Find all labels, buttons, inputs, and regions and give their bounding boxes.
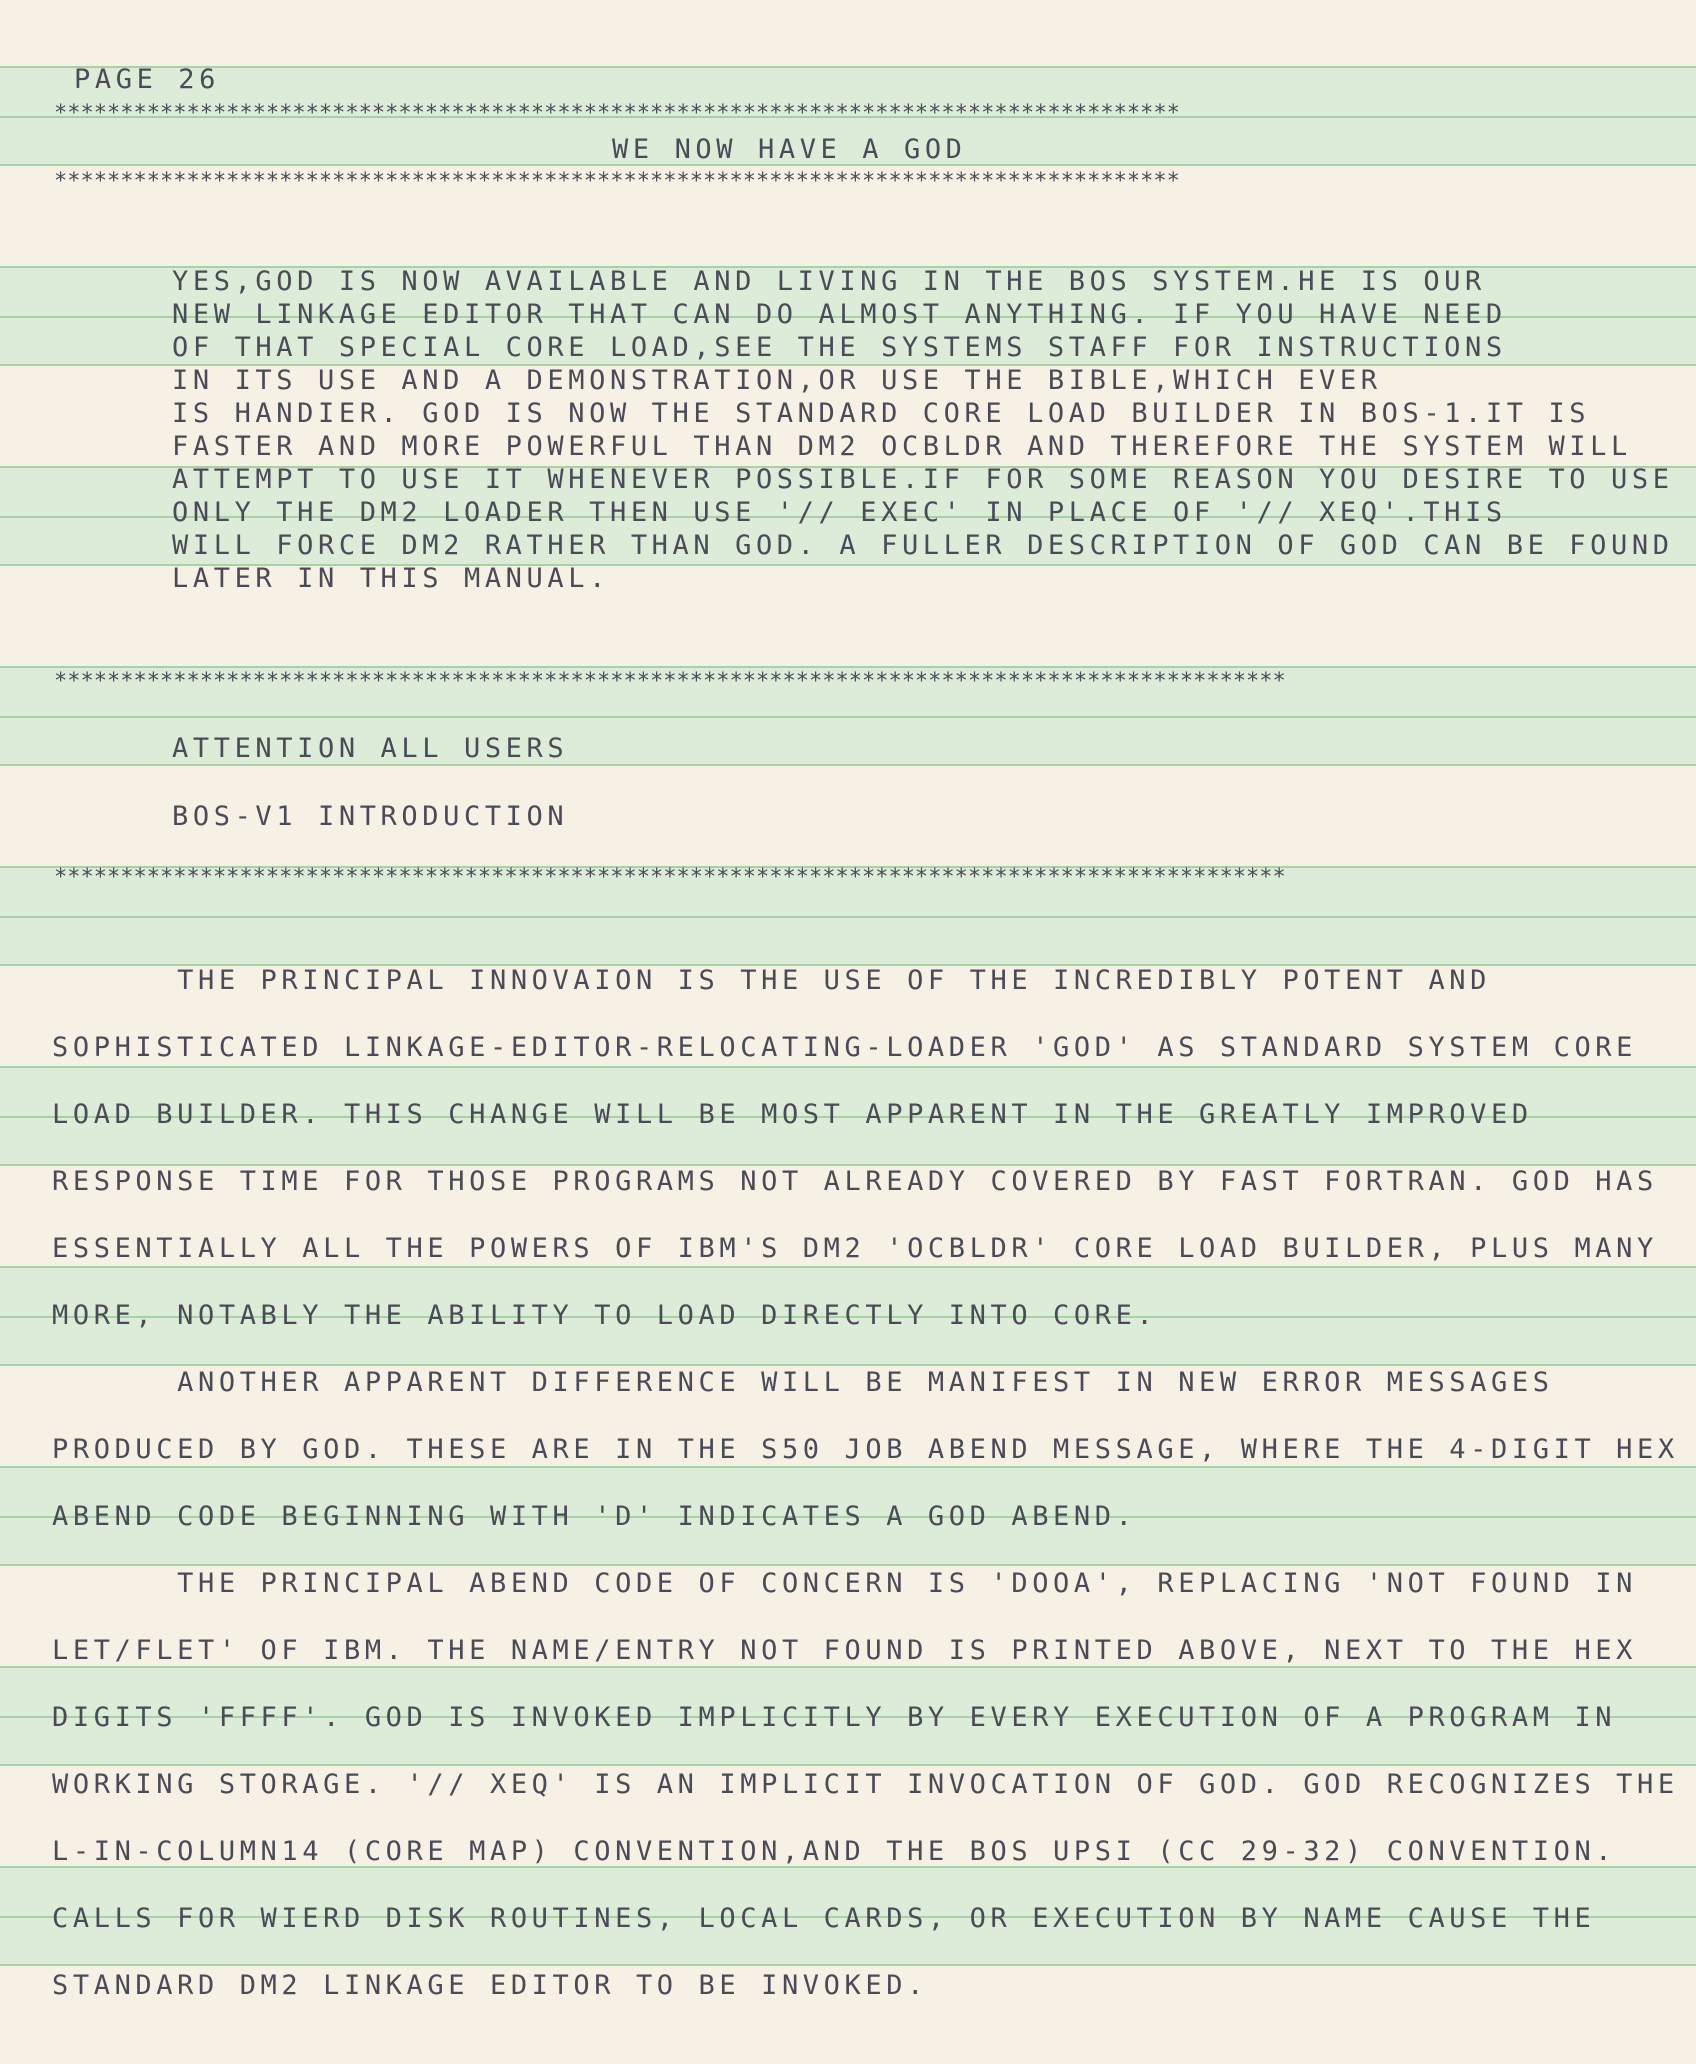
text-line: ONLY THE DM2 LOADER THEN USE '// EXEC' IN PLACE OF '// XEQ'.THIS (172, 497, 1507, 528)
page-label: PAGE 26 (74, 64, 220, 95)
text-line: ANOTHER APPARENT DIFFERENCE WILL BE MANIFEST IN NEW ERROR MESSAGES (52, 1367, 1554, 1398)
text-line: ATTEMPT TO USE IT WHENEVER POSSIBLE.IF FOR SOME REASON YOU DESIRE TO USE (172, 464, 1674, 495)
paper-rule (0, 716, 1696, 718)
text-line: L-IN-COLUMN14 (CORE MAP) CONVENTION,AND THE BOS UPSI (CC 29-32) CONVENTION. (52, 1836, 1617, 1867)
intro-subheading: BOS-V1 INTRODUCTION (172, 801, 569, 832)
text-line: NEW LINKAGE EDITOR THAT CAN DO ALMOST ANYTHING. IF YOU HAVE NEED (172, 299, 1507, 330)
attention-heading: ATTENTION ALL USERS (172, 733, 569, 764)
star-divider: ************************************************************************************* (54, 170, 1180, 194)
text-line: THE PRINCIPAL ABEND CODE OF CONCERN IS 'DOOA', REPLACING 'NOT FOUND IN (52, 1568, 1638, 1599)
text-line: LATER IN THIS MANUAL. (172, 563, 610, 594)
text-line: STANDARD DM2 LINKAGE EDITOR TO BE INVOKED. (52, 1970, 928, 2001)
text-line: THE PRINCIPAL INNOVAION IS THE USE OF THE INCREDIBLY POTENT AND (52, 965, 1492, 996)
text-line: IN ITS USE AND A DEMONSTRATION,OR USE THE BIBLE,WHICH EVER (172, 365, 1382, 396)
text-line: YES,GOD IS NOW AVAILABLE AND LIVING IN THE BOS SYSTEM.HE IS OUR (172, 266, 1486, 297)
text-line: RESPONSE TIME FOR THOSE PROGRAMS NOT ALREADY COVERED BY FAST FORTRAN. GOD HAS (52, 1166, 1658, 1197)
text-line: OF THAT SPECIAL CORE LOAD,SEE THE SYSTEMS STAFF FOR INSTRUCTIONS (172, 332, 1507, 363)
text-line: FASTER AND MORE POWERFUL THAN DM2 OCBLDR AND THEREFORE THE SYSTEM WILL (172, 431, 1632, 462)
text-line: IS HANDIER. GOD IS NOW THE STANDARD CORE LOAD BUILDER IN BOS-1.IT IS (172, 398, 1591, 429)
star-divider: ********************************************************************************************* (54, 866, 1286, 890)
text-line: CALLS FOR WIERD DISK ROUTINES, LOCAL CARDS, OR EXECUTION BY NAME CAUSE THE (52, 1903, 1596, 1934)
text-line: DIGITS 'FFFF'. GOD IS INVOKED IMPLICITLY BY EVERY EXECUTION OF A PROGRAM IN (52, 1702, 1617, 1733)
paper-rule (0, 916, 1696, 918)
text-line: WORKING STORAGE. '// XEQ' IS AN IMPLICIT INVOCATION OF GOD. GOD RECOGNIZES THE (52, 1769, 1679, 1800)
text-line: LET/FLET' OF IBM. THE NAME/ENTRY NOT FOUND IS PRINTED ABOVE, NEXT TO THE HEX (52, 1635, 1638, 1666)
text-line: WILL FORCE DM2 RATHER THAN GOD. A FULLER DESCRIPTION OF GOD CAN BE FOUND (172, 530, 1674, 561)
star-divider: ********************************************************************************************* (54, 670, 1286, 694)
text-line: PRODUCED BY GOD. THESE ARE IN THE S50 JOB ABEND MESSAGE, WHERE THE 4-DIGIT HEX (52, 1434, 1679, 1465)
text-line: MORE, NOTABLY THE ABILITY TO LOAD DIRECTLY INTO CORE. (52, 1300, 1158, 1331)
text-line: ABEND CODE BEGINNING WITH 'D' INDICATES A GOD ABEND. (52, 1501, 1137, 1532)
star-divider: ************************************************************************************* (54, 102, 1180, 126)
text-line: LOAD BUILDER. THIS CHANGE WILL BE MOST APPARENT IN THE GREATLY IMPROVED (52, 1099, 1533, 1130)
section-title: WE NOW HAVE A GOD (612, 134, 967, 165)
text-line: ESSENTIALLY ALL THE POWERS OF IBM'S DM2 'OCBLDR' CORE LOAD BUILDER, PLUS MANY (52, 1233, 1658, 1264)
text-line: SOPHISTICATED LINKAGE-EDITOR-RELOCATING-LOADER 'GOD' AS STANDARD SYSTEM CORE (52, 1032, 1638, 1063)
